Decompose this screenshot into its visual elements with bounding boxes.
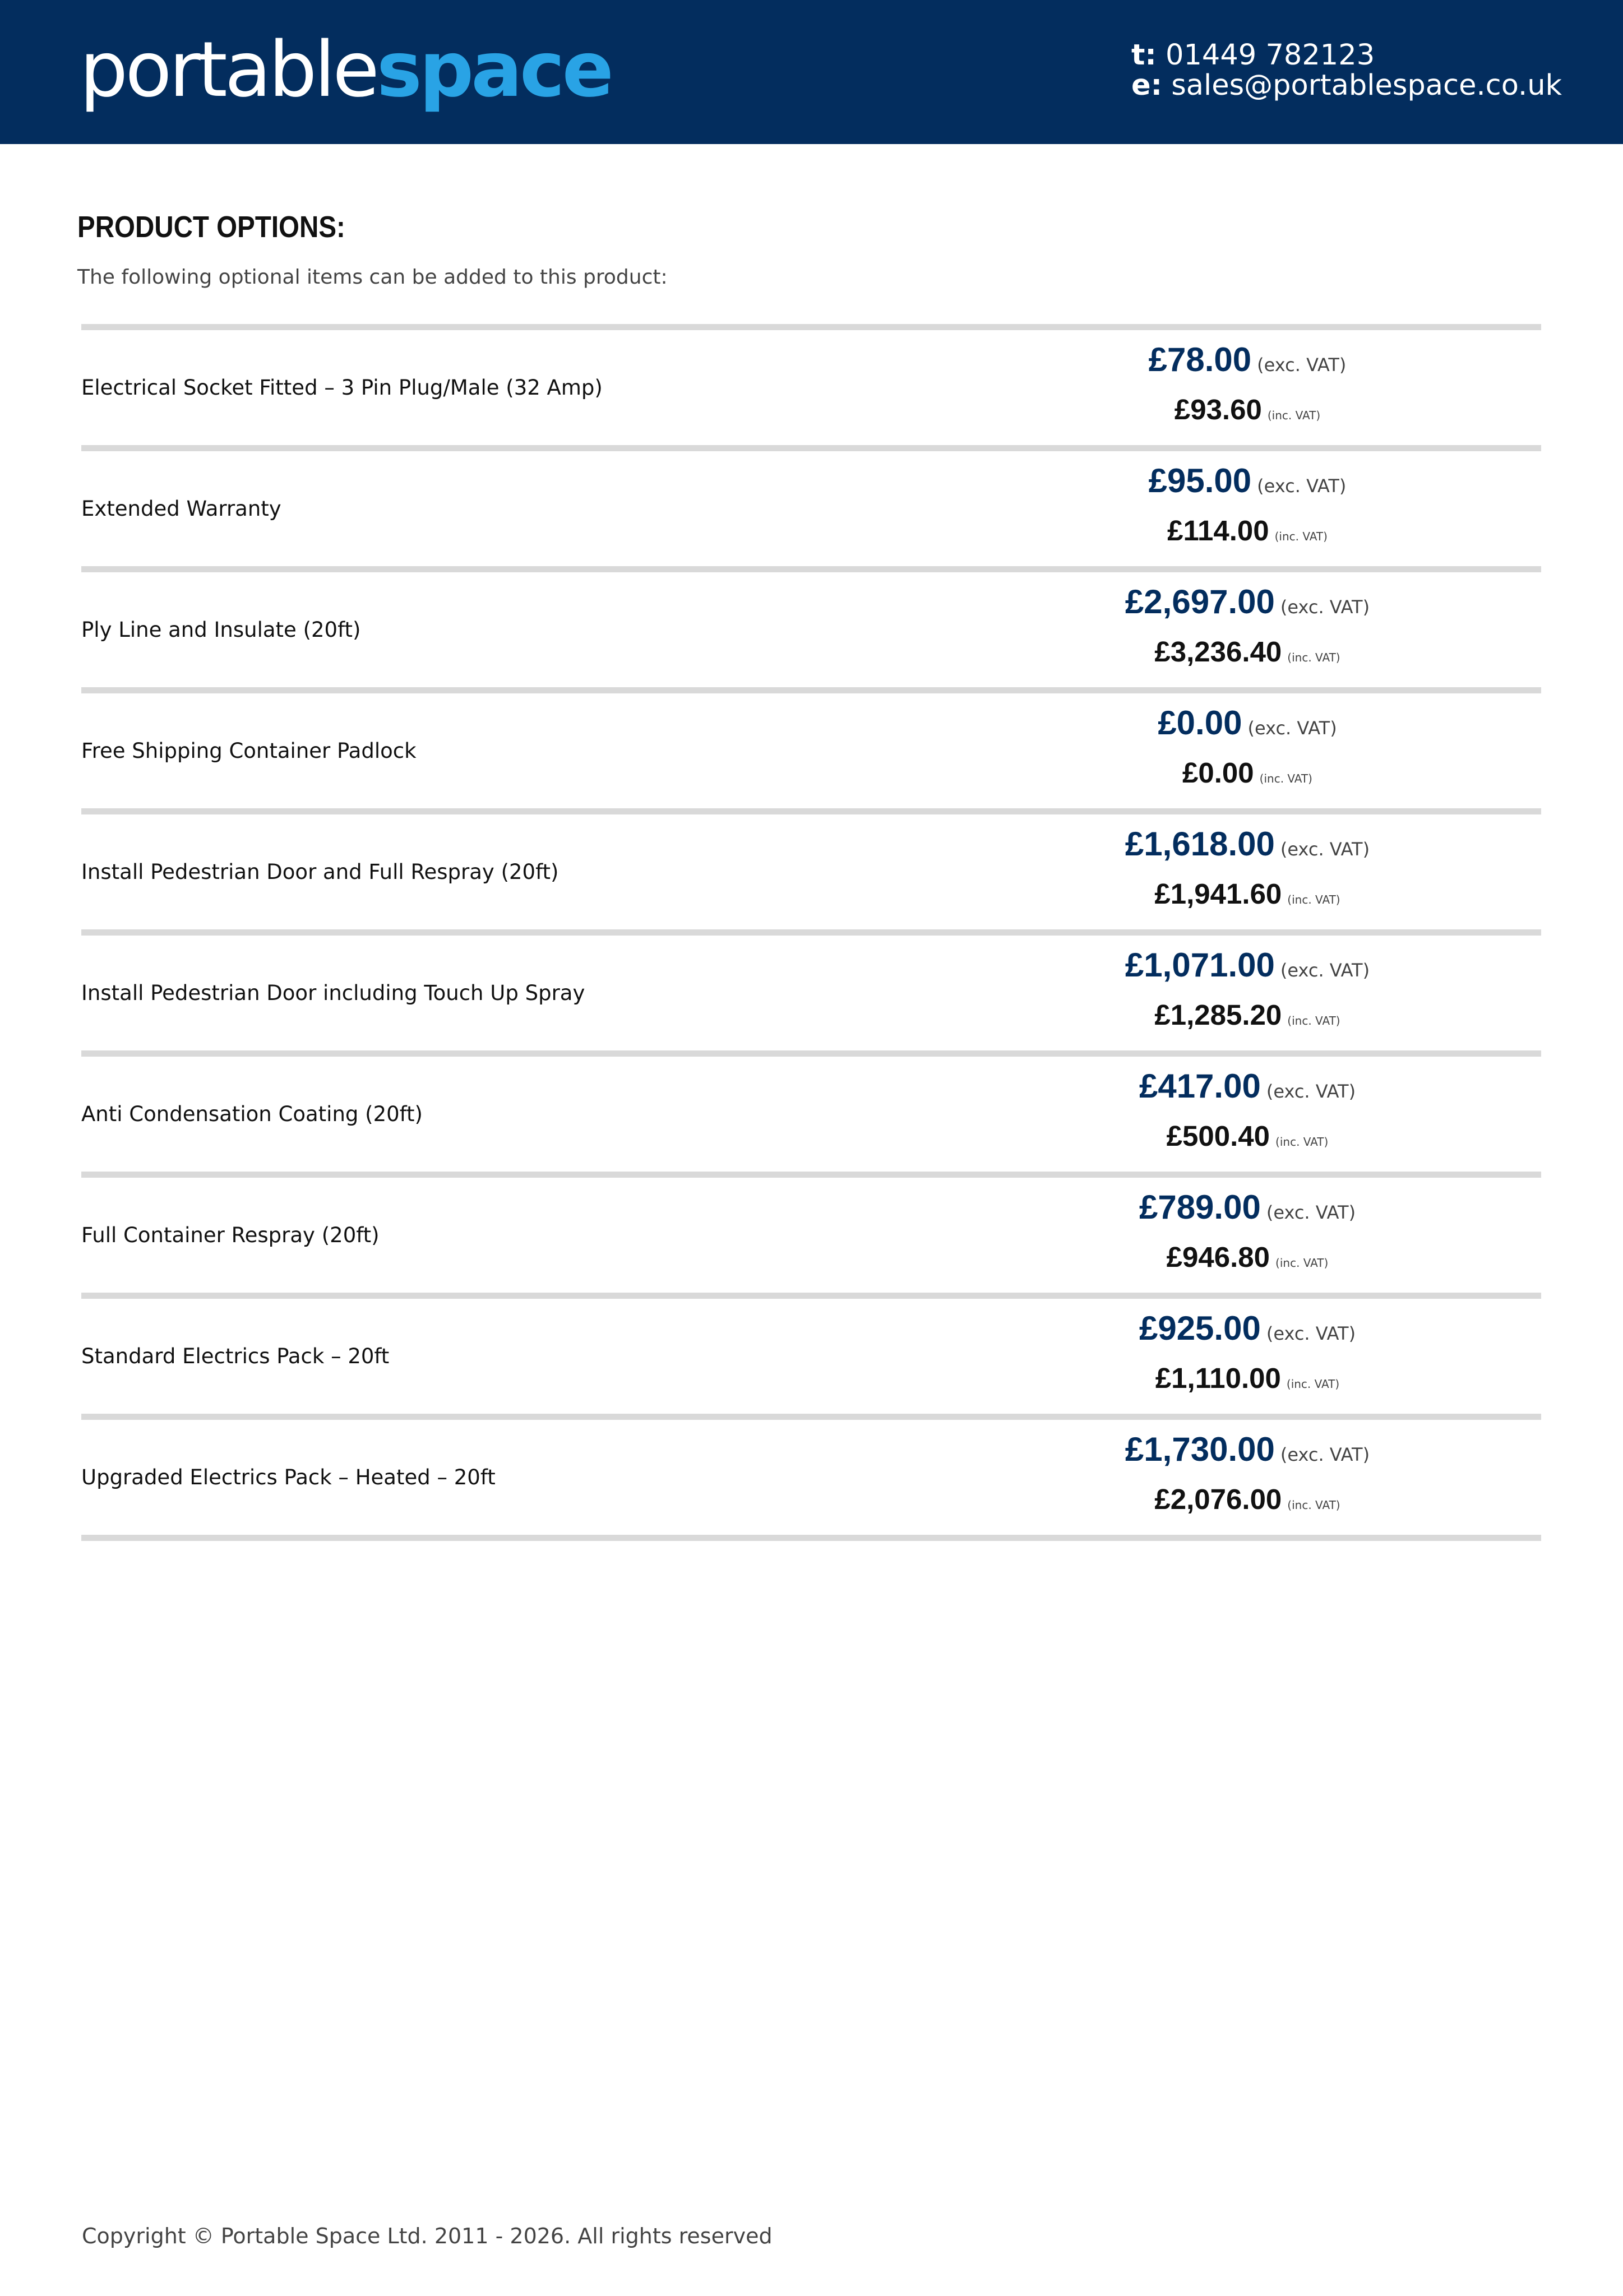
option-row xyxy=(81,1420,1541,1541)
price-exc-amount: £417.00 xyxy=(1139,1067,1261,1105)
page-title: PRODUCT OPTIONS: xyxy=(77,210,345,244)
option-row xyxy=(81,330,1541,451)
option-prices xyxy=(1046,451,1449,566)
exc-vat-label: (exc. VAT) xyxy=(1257,354,1347,376)
price-inc-vat xyxy=(1046,1240,1449,1274)
price-exc-vat xyxy=(1046,1067,1449,1105)
price-inc-amount: £1,110.00 xyxy=(1155,1362,1281,1394)
inc-vat-label: (inc. VAT) xyxy=(1274,530,1328,543)
logo-part-portable: portable xyxy=(80,26,377,114)
inc-vat-label: (inc. VAT) xyxy=(1267,409,1321,422)
price-inc-amount: £3,236.40 xyxy=(1154,636,1282,668)
price-inc-vat xyxy=(1046,1362,1449,1395)
inc-vat-label: (inc. VAT) xyxy=(1287,1498,1340,1512)
price-exc-vat xyxy=(1046,582,1449,621)
option-name: Anti Condensation Coating (20ft) xyxy=(81,1102,423,1126)
price-exc-vat xyxy=(1046,1309,1449,1348)
inc-vat-label: (inc. VAT) xyxy=(1287,651,1340,664)
phone-line xyxy=(1131,40,1562,71)
price-exc-vat xyxy=(1046,340,1449,379)
price-inc-amount: £114.00 xyxy=(1167,515,1269,547)
option-name: Free Shipping Container Padlock xyxy=(81,739,417,763)
option-prices xyxy=(1046,572,1449,687)
price-exc-vat xyxy=(1046,703,1449,742)
option-prices xyxy=(1046,936,1449,1050)
price-inc-vat xyxy=(1046,756,1449,789)
exc-vat-label: (exc. VAT) xyxy=(1280,960,1370,981)
option-prices xyxy=(1046,330,1449,445)
price-exc-amount: £925.00 xyxy=(1139,1309,1261,1347)
price-inc-amount: £0.00 xyxy=(1182,757,1254,789)
options-list xyxy=(81,324,1541,1541)
option-prices xyxy=(1046,814,1449,929)
option-prices xyxy=(1046,1178,1449,1293)
contact-info xyxy=(1131,40,1562,101)
option-name: Install Pedestrian Door including Touch Up Spray xyxy=(81,981,585,1005)
option-name: Extended Warranty xyxy=(81,497,281,521)
option-prices xyxy=(1046,693,1449,808)
exc-vat-label: (exc. VAT) xyxy=(1266,1202,1356,1223)
header-bar xyxy=(0,0,1623,144)
exc-vat-label: (exc. VAT) xyxy=(1280,839,1370,860)
price-inc-amount: £946.80 xyxy=(1166,1241,1270,1273)
price-inc-vat xyxy=(1046,393,1449,426)
price-inc-vat xyxy=(1046,1483,1449,1516)
option-name: Upgraded Electrics Pack – Heated – 20ft xyxy=(81,1465,496,1489)
exc-vat-label: (exc. VAT) xyxy=(1280,1444,1370,1465)
logo[interactable] xyxy=(80,28,611,112)
price-exc-vat xyxy=(1046,946,1449,984)
option-prices xyxy=(1046,1420,1449,1535)
option-row xyxy=(81,1057,1541,1178)
option-row xyxy=(81,1178,1541,1299)
price-inc-vat xyxy=(1046,635,1449,668)
price-exc-amount: £1,071.00 xyxy=(1125,946,1275,984)
intro-text: The following optional items can be added to this product: xyxy=(77,266,668,289)
price-exc-amount: £78.00 xyxy=(1148,341,1252,378)
option-name: Ply Line and Insulate (20ft) xyxy=(81,618,361,642)
price-exc-amount: £789.00 xyxy=(1139,1188,1261,1226)
inc-vat-label: (inc. VAT) xyxy=(1275,1256,1329,1270)
inc-vat-label: (inc. VAT) xyxy=(1287,893,1340,906)
price-exc-amount: £1,730.00 xyxy=(1125,1431,1275,1468)
option-name: Full Container Respray (20ft) xyxy=(81,1223,380,1247)
inc-vat-label: (inc. VAT) xyxy=(1275,1135,1329,1149)
price-exc-amount: £95.00 xyxy=(1148,462,1252,499)
exc-vat-label: (exc. VAT) xyxy=(1280,596,1370,618)
option-prices xyxy=(1046,1057,1449,1172)
exc-vat-label: (exc. VAT) xyxy=(1266,1323,1356,1344)
price-exc-vat xyxy=(1046,1430,1449,1469)
email-address[interactable]: sales@portablespace.co.uk xyxy=(1171,69,1562,102)
exc-vat-label: (exc. VAT) xyxy=(1247,718,1337,739)
option-name: Standard Electrics Pack – 20ft xyxy=(81,1344,390,1368)
price-inc-vat xyxy=(1046,1119,1449,1152)
price-exc-amount: £1,618.00 xyxy=(1125,825,1275,863)
option-row xyxy=(81,693,1541,814)
price-exc-vat xyxy=(1046,825,1449,863)
price-inc-vat xyxy=(1046,877,1449,910)
logo-part-space: space xyxy=(376,26,611,114)
exc-vat-label: (exc. VAT) xyxy=(1257,475,1347,497)
option-name: Install Pedestrian Door and Full Respray (20ft) xyxy=(81,860,559,884)
inc-vat-label: (inc. VAT) xyxy=(1287,1014,1340,1027)
email-label: e: xyxy=(1131,69,1162,102)
option-row xyxy=(81,814,1541,936)
price-inc-amount: £500.40 xyxy=(1166,1120,1270,1152)
option-row xyxy=(81,1299,1541,1420)
price-inc-amount: £93.60 xyxy=(1174,394,1262,425)
phone-number[interactable]: 01449 782123 xyxy=(1166,39,1375,72)
price-exc-vat xyxy=(1046,461,1449,500)
price-inc-amount: £1,285.20 xyxy=(1154,999,1282,1031)
price-exc-amount: £0.00 xyxy=(1158,704,1242,742)
exc-vat-label: (exc. VAT) xyxy=(1266,1081,1356,1102)
option-name: Electrical Socket Fitted – 3 Pin Plug/Male (32 Amp) xyxy=(81,376,603,400)
price-exc-amount: £2,697.00 xyxy=(1125,583,1275,621)
price-inc-vat xyxy=(1046,998,1449,1031)
inc-vat-label: (inc. VAT) xyxy=(1286,1377,1340,1391)
price-inc-vat xyxy=(1046,514,1449,547)
option-row xyxy=(81,451,1541,572)
option-row xyxy=(81,936,1541,1057)
copyright-footer: Copyright © Portable Space Ltd. 2011 - 2026. All rights reserved xyxy=(82,2224,773,2248)
price-inc-amount: £1,941.60 xyxy=(1154,878,1282,910)
email-line xyxy=(1131,71,1562,101)
phone-label: t: xyxy=(1131,39,1157,72)
option-row xyxy=(81,572,1541,693)
inc-vat-label: (inc. VAT) xyxy=(1259,772,1312,785)
price-exc-vat xyxy=(1046,1188,1449,1226)
option-prices xyxy=(1046,1299,1449,1414)
price-inc-amount: £2,076.00 xyxy=(1154,1483,1282,1515)
